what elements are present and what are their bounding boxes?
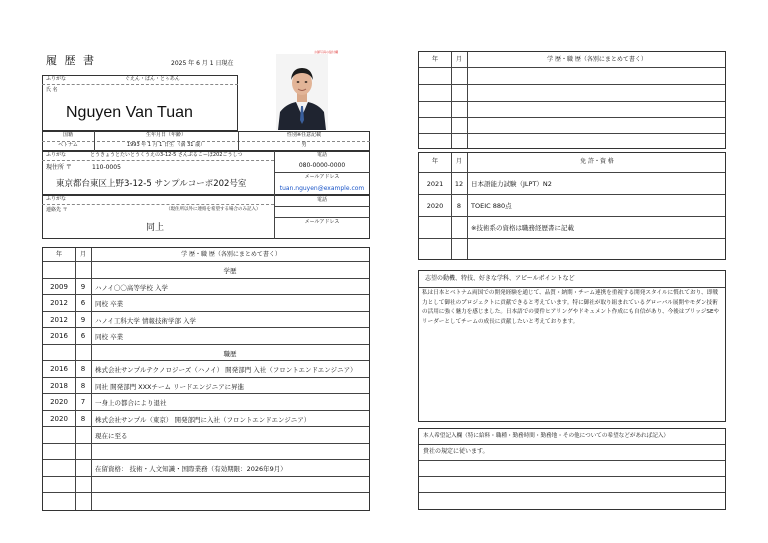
phone-label: 電話 (316, 152, 327, 158)
history-description: 株式会社サンプルテクノロジーズ（ハノイ） 開発部門 入社（フロントエンドエンジニア） (95, 366, 357, 374)
history-description: 在留資格： 技術・人文知識・国際業務（有効期限：2026年9月） (95, 465, 287, 473)
license-year: 2021 (426, 180, 444, 188)
history-section-label: 職歴 (223, 349, 237, 358)
address: 東京都台東区上野3-12-5 サンプルコーポ202号室 (56, 179, 247, 189)
history-row (43, 278, 369, 295)
license-col-month: 月 (455, 158, 462, 165)
contact-furigana-label: ふりがな (46, 196, 67, 202)
motivation-text: 私は日本とベトナム両国での開発経験を通じて、品質・納期・チーム連携を重視する開発スタイルに慣れており、即戦力として御社のプロジェクトに貢献できると考えています。特に御社が取り組まれているグローバル展開やモダン技術の活用に強く魅力を感じました。日本語での要件ヒアリングやドキュメント作成にも自信があり、今後はブリッジSEやリーダーとしてチームの成長に貢献したいと考えております。 (422, 290, 720, 325)
history-description: ハノイ〇〇高等学校 入学 (95, 283, 168, 292)
license-row (419, 194, 725, 216)
applicant-name: Nguyen Van Tuan (66, 104, 193, 121)
license-col-title: 免 許・資 格 (580, 158, 614, 165)
contact-value: 同上 (146, 223, 165, 233)
history-year: 2018 (50, 381, 68, 390)
license-row (419, 172, 725, 194)
email-label: メールアドレス (304, 174, 340, 180)
nationality: ベトナム (58, 142, 78, 148)
license-name: TOEIC 880点 (471, 202, 512, 210)
history-row (43, 410, 369, 427)
history-month: 9 (80, 315, 86, 324)
history-row (43, 294, 369, 311)
license-rows (419, 172, 725, 259)
applicant-photo (276, 54, 328, 130)
history-description: 一身上の都合により退社 (95, 399, 167, 407)
history-year: 2016 (50, 332, 68, 340)
history-month: 6 (80, 299, 86, 307)
license-col-year: 年 (431, 158, 438, 165)
history-right-col-year: 年 (431, 56, 438, 63)
history-month: 9 (80, 282, 86, 291)
motivation-label: 志望の動機、特技、好きな学科、アピールポイントなど (425, 275, 575, 282)
history-row (43, 393, 369, 410)
history-table-left (42, 247, 370, 511)
resume-title: 履 歴 書 (46, 54, 96, 67)
license-name: ※技術系の資格は職務経歴書に記載 (471, 224, 574, 232)
resume-date: 2025 年 6 月 1 日現在 (171, 60, 234, 67)
history-right-col-month: 月 (455, 56, 462, 63)
history-description: ハノイ工科大学 情報技術学部 入学 (95, 316, 197, 325)
address-furigana-label: ふりがな (46, 152, 67, 158)
history-row (43, 426, 369, 443)
history-description: 同校 卒業 (95, 300, 124, 308)
license-row (419, 216, 725, 238)
history-row (43, 360, 369, 377)
history-row (43, 377, 369, 394)
license-month: 8 (456, 202, 462, 210)
requests-box (418, 428, 726, 510)
history-description: 同校 卒業 (95, 333, 124, 341)
requests-label: 本人希望記入欄（特に給料・職種・勤務時間・勤務地・その他についての希望などがあれば記入） (423, 433, 670, 439)
photo-caption: お顔写真の貼付欄 (314, 50, 339, 54)
history-month: 8 (80, 381, 86, 390)
history-right-col-title: 学 歴・職 歴（各別にまとめて書く） (547, 56, 647, 63)
license-month: 12 (454, 180, 464, 188)
nationality-label: 国籍 (62, 132, 73, 138)
email-link[interactable]: tuan.nguyen@example.com (279, 185, 365, 192)
contact-note: （現住所以外に連絡を希望する場合のみ記入） (166, 207, 261, 212)
history-section-label: 学歴 (223, 267, 237, 275)
history-month: 7 (80, 398, 86, 406)
address-furigana: とうきょうとたいとうくうえの3-12-5 さんぷるこーぽ202ごうしつ (90, 152, 243, 158)
history-year: 2016 (50, 365, 68, 373)
postal-code: 110-0005 (92, 164, 121, 171)
history-month: 8 (80, 365, 86, 373)
history-year: 2009 (50, 282, 68, 291)
history-description: 株式会社サンプル（東京） 開発部門に入社（フロントエンドエンジニア） (95, 415, 311, 424)
address-label: 現住所 〒 (46, 164, 72, 171)
license-table (418, 152, 726, 260)
history-row (43, 443, 369, 460)
history-table-right (418, 51, 726, 149)
contact-email-label: メールアドレス (304, 219, 340, 225)
name-label: 氏 名 (46, 87, 58, 93)
history-description: 同社 開発部門 XXXチーム リードエンジニアに昇進 (95, 382, 245, 391)
license-name: 日本語能力試験（JLPT）N2 (471, 180, 552, 188)
history-year: 2020 (50, 414, 68, 423)
birth-label: 生年月日（年齢） (145, 132, 186, 138)
photo-area (274, 50, 354, 130)
history-month: 8 (80, 414, 86, 423)
name-furigana-label: ふりがな (46, 76, 67, 82)
contact-phone-label: 電話 (316, 197, 327, 203)
history-row (43, 476, 369, 493)
history-col-title: 学 歴・職 歴（各別にまとめて書く） (181, 251, 281, 258)
history-year: 2012 (50, 299, 68, 307)
history-month: 6 (80, 332, 86, 340)
history-row (43, 327, 369, 344)
name-furigana: ぐえん・ばん・とぅあん (125, 76, 180, 82)
history-col-month: 月 (79, 251, 86, 258)
history-year: 2012 (50, 315, 68, 324)
history-col-year: 年 (55, 251, 62, 258)
history-section-row (43, 261, 369, 278)
history-year: 2020 (50, 398, 68, 406)
license-year: 2020 (426, 202, 444, 210)
phone: 080-0000-0000 (298, 162, 346, 169)
contact-label: 連絡先 〒 (46, 207, 68, 213)
gender-label: 性別※任意記載 (286, 132, 322, 138)
history-row (43, 459, 369, 476)
birthdate: 1993 年 1 月 1 日生 （満 31 歳） (126, 142, 206, 148)
license-row (419, 238, 725, 260)
history-row (43, 492, 369, 509)
history-section-row (43, 344, 369, 361)
gender: 男 (301, 142, 307, 148)
history-row (43, 311, 369, 328)
requests-text: 貴社の規定に従います。 (423, 448, 489, 455)
motivation-box (418, 270, 726, 422)
history-description: 現在に至る (95, 432, 128, 440)
history-rows (43, 261, 369, 510)
